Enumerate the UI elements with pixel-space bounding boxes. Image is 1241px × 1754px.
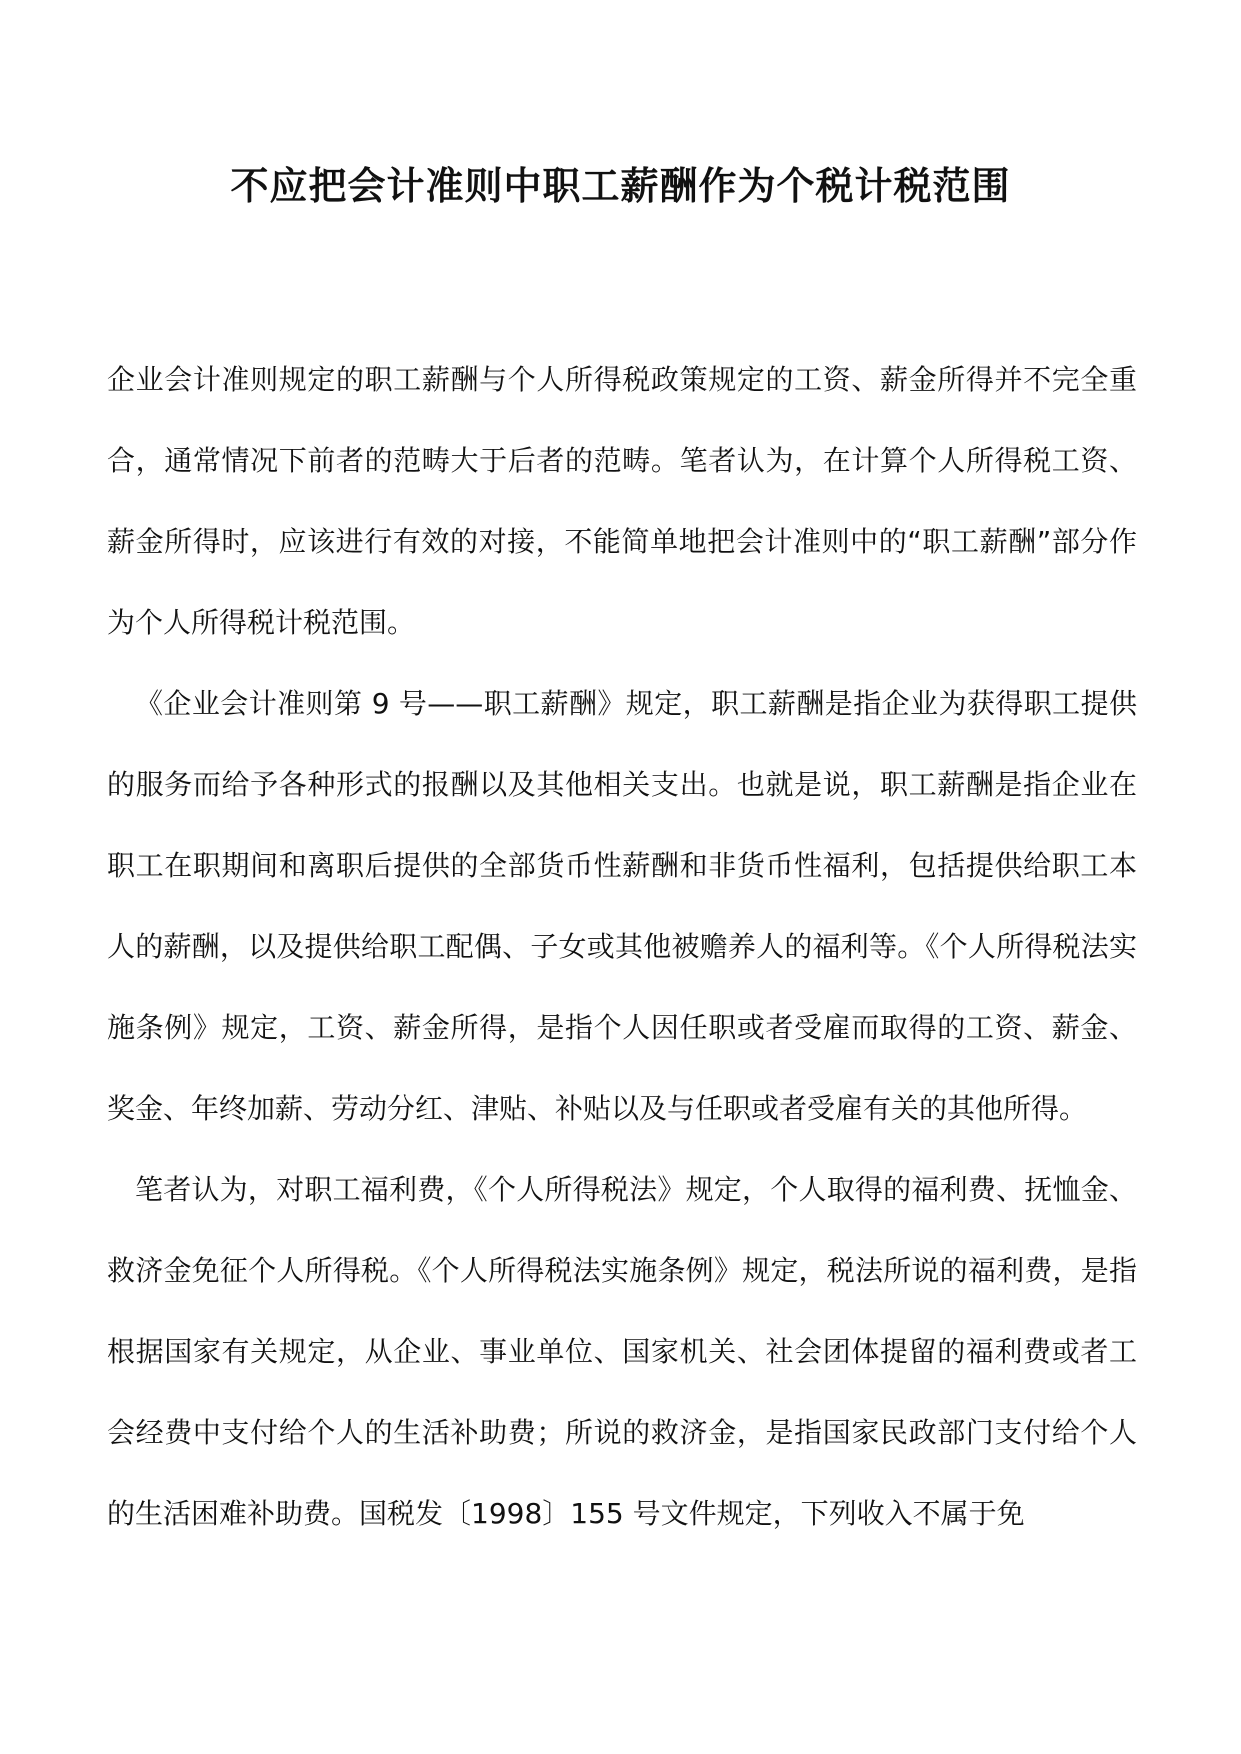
paragraph-definitions: 《企业会计准则第 9 号——职工薪酬》规定，职工薪酬是指企业为获得职工提供的服务而给予各种形式的报酬以及其他相关支出。也就是说，职工薪酬是指企业在职工在职期间和离职后提供的全部货币性薪酬和非货币性福利，包括提供给职工本人的薪酬，以及提供给职工配偶、子女或其他被赡养人的福利等。《个人所得税法实施条例》规定，工资、薪金所得，是指个人因任职或者受雇而取得的工资、薪金、奖金、年终加薪、劳动分红、津贴、补贴以及与任职或者受雇有关的其他所得。	[107, 687, 1137, 1125]
document-body	[107, 339, 1137, 1554]
paragraph-intro: 企业会计准则规定的职工薪酬与个人所得税政策规定的工资、薪金所得并不完全重合，通常情况下前者的范畴大于后者的范畴。笔者认为，在计算个人所得税工资、薪金所得时，应该进行有效的对接，不能简单地把会计准则中的“职工薪酬”部分作为个人所得税计税范围。	[107, 363, 1137, 639]
paragraph-welfare: 笔者认为，对职工福利费，《个人所得税法》规定，个人取得的福利费、抚恤金、救济金免征个人所得税。《个人所得税法实施条例》规定，税法所说的福利费，是指根据国家有关规定，从企业、事业单位、国家机关、社会团体提留的福利费或者工会经费中支付给个人的生活补助费；所说的救济金，是指国家民政部门支付给个人的生活困难补助费。国税发〔1998〕155 号文件规定，下列收入不属于免	[107, 1173, 1137, 1530]
document-title: 不应把会计准则中职工薪酬作为个税计税范围	[230, 163, 1011, 208]
